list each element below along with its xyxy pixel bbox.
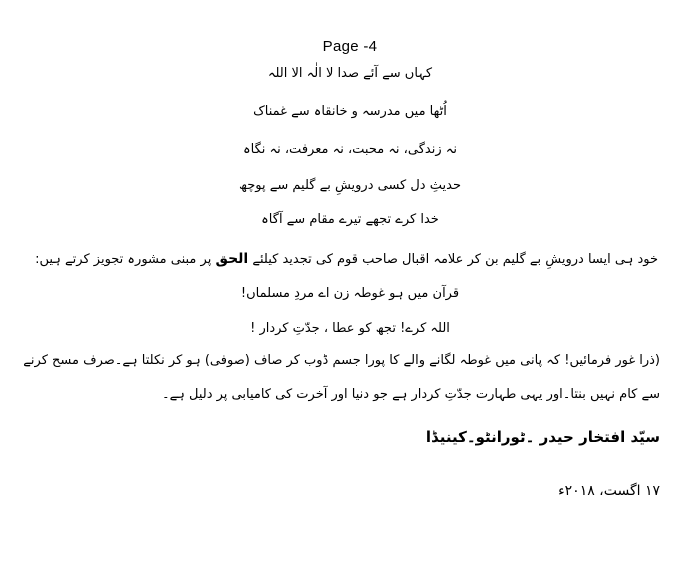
paragraph-line-2: سے کام نہیں بنتا۔اور یہی طہارت جدّتِ کردار ہے جو دنیا اور آخرت کی کامیابی پر دلیل ہے۔ [161,387,660,402]
intro-text-after: پر مبنی مشورہ تجویز کرتے ہیں: [35,252,212,267]
poem-line-4: حدیثِ دل کسی درویشِ بے گلیم سے پوچھ [239,178,461,193]
poem-line-3: نہ زندگی، نہ محبت، نہ معرفت، نہ نگاہ [242,142,457,157]
intro-text-before: خود ہی ایسا درویشِ بے گلیم بن کر علامہ اقبال صاحب قوم کی تجدید کیلئے [252,252,658,267]
poem-line-5: خدا کرے تجھے تیرے مقام سے آگاہ [261,212,439,227]
date: ۱۷ اگست، ۲۰۱۸ء [558,483,660,499]
poem-line-1: کہاں سے آئے صدا لا الٰہ الا اللہ [267,66,433,81]
signature-place: ۔ٹورانٹو۔کینیڈا [425,428,535,446]
signature-name: سیّد افتخار حیدر [539,428,660,446]
couplet-line-1: قرآن میں ہو غوطہ زن اے مردِ مسلماں! [240,286,460,301]
page-number: Page -4 [322,38,378,55]
paragraph-line-1: (ذرا غور فرمائیں! کہ پانی میں غوطہ لگانے والے کا پورا جسم ڈوب کر صاف (صوفی) ہو کر نکلتا ہے۔صرف مسح کرنے [23,353,660,368]
signature [426,428,660,446]
intro-emphasis: الحق [215,251,249,267]
couplet-line-2: اللہ کرے! تجھ کو عطا ، جدّتِ کردار ! [250,321,450,336]
intro-line [35,250,658,269]
poem-line-2: اُٹھا میں مدرسہ و خانقاہ سے غمناک [253,104,447,119]
